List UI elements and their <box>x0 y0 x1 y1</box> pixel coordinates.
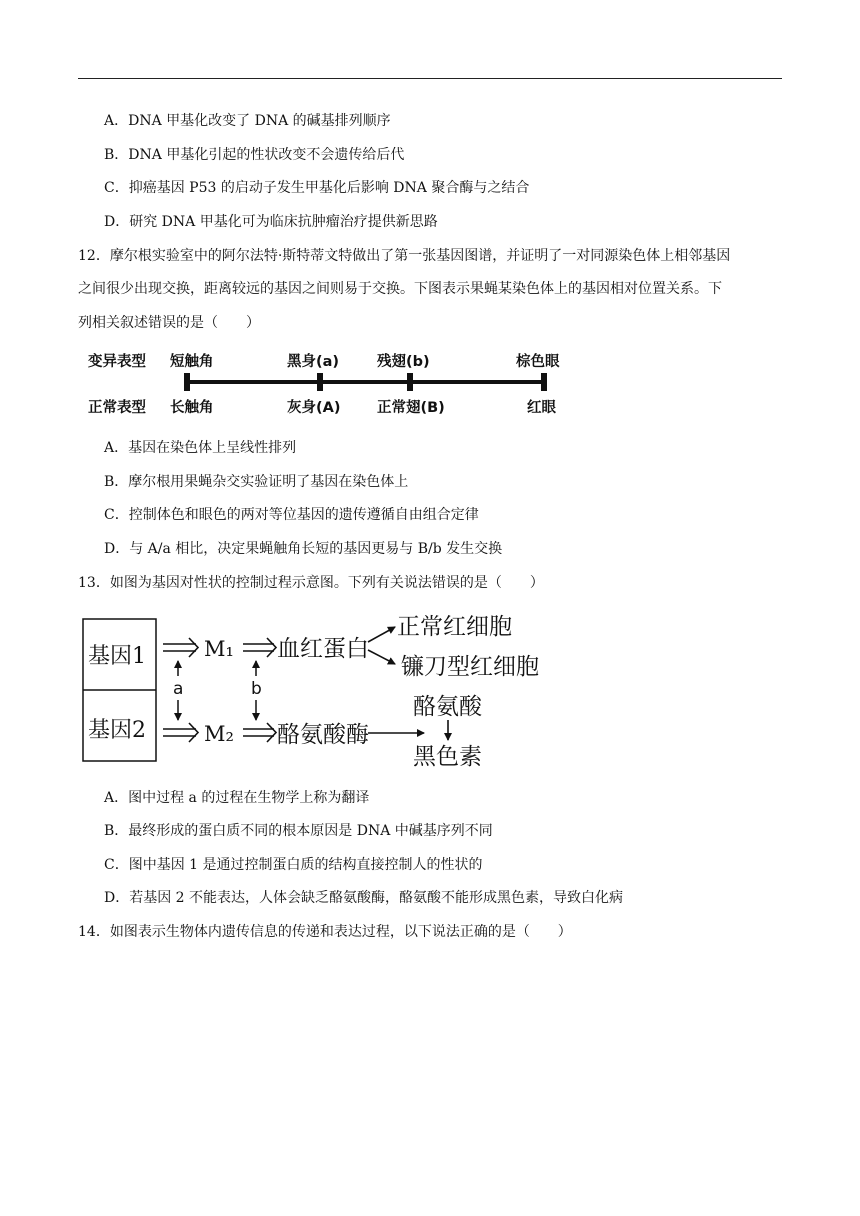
q11-option-c: C．抑癌基因 P53 的启动子发生甲基化后影响 DNA 聚合酶与之结合 <box>104 180 530 196</box>
label-a: a <box>173 679 184 699</box>
q12-stem-line-1: 12．摩尔根实验室中的阿尔法特·斯特蒂文特做出了第一张基因图谱，并证明了一对同源染色体上相邻基因 <box>78 248 731 264</box>
hemoglobin-label: 血红蛋白 <box>277 636 369 662</box>
gene-bottom-1: 长触角 <box>170 400 214 416</box>
row-label-normal: 正常表型 <box>88 400 146 416</box>
row-label-variant: 变异表型 <box>88 354 146 370</box>
q13-option-b: B．最终形成的蛋白质不同的根本原因是 DNA 中碱基序列不同 <box>104 823 493 839</box>
double-arrow-icon <box>163 723 198 742</box>
gene-top-2: 黑身(a) <box>287 354 340 370</box>
gene-bottom-3: 正常翅(B) <box>377 400 445 416</box>
q11-option-a: A．DNA 甲基化改变了 DNA 的碱基排列顺序 <box>104 113 391 129</box>
q11-option-b: B．DNA 甲基化引起的性状改变不会遗传给后代 <box>104 147 405 163</box>
arrow-to-normal-cell <box>368 627 395 642</box>
normal-rbc-label: 正常红细胞 <box>397 614 512 640</box>
gene-top-3: 残翅(b) <box>377 354 430 370</box>
q12-option-a: A．基因在染色体上呈线性排列 <box>104 440 297 456</box>
q11-option-d: D．研究 DNA 甲基化可为临床抗肿瘤治疗提供新思路 <box>104 214 438 230</box>
q12-option-b: B．摩尔根用果蝇杂交实验证明了基因在染色体上 <box>104 474 409 490</box>
m2-label: M₂ <box>204 722 234 746</box>
melanin-label: 黑色素 <box>413 744 482 770</box>
q12-stem-line-2: 之间很少出现交换，距离较远的基因之间则易于交换。下图表示果蝇某染色体上的基因相对位置关系。下 <box>78 281 722 297</box>
tyrosinase-label: 酪氨酸酶 <box>277 722 369 748</box>
gene-bottom-2: 灰身(A) <box>287 400 341 416</box>
q13-option-d: D．若基因 2 不能表达，人体会缺乏酪氨酸酶，酪氨酸不能形成黑色素，导致白化病 <box>104 890 624 906</box>
q13-option-c: C．图中基因 1 是通过控制蛋白质的结构直接控制人的性状的 <box>104 857 483 873</box>
double-arrow-icon <box>243 638 276 657</box>
gene1-label: 基因1 <box>88 644 146 669</box>
sickle-rbc-label: 镰刀型红细胞 <box>401 654 539 680</box>
q12-option-c: C．控制体色和眼色的两对等位基因的遗传遵循自由组合定律 <box>104 507 479 523</box>
gene-top-1: 短触角 <box>170 354 214 370</box>
gene-top-4: 棕色眼 <box>516 354 560 370</box>
q13-stem: 13．如图为基因对性状的控制过程示意图。下列有关说法错误的是（ ） <box>78 575 544 591</box>
q12-option-d: D．与 A/a 相比，决定果蝇触角长短的基因更易与 B/b 发生交换 <box>104 541 503 557</box>
double-arrow-icon <box>163 638 198 657</box>
tyrosine-label: 酪氨酸 <box>413 694 482 720</box>
q14-stem: 14．如图表示生物体内遗传信息的传递和表达过程，以下说法正确的是（ ） <box>78 924 572 940</box>
q13-option-a: A．图中过程 a 的过程在生物学上称为翻译 <box>104 790 370 806</box>
double-arrow-icon <box>243 723 276 742</box>
gene-bottom-4: 红眼 <box>527 400 556 416</box>
gene2-label: 基因2 <box>88 718 146 743</box>
arrow-to-sickle-cell <box>368 650 395 664</box>
q12-stem-line-3: 列相关叙述错误的是（ ） <box>78 315 260 331</box>
m1-label: M₁ <box>204 637 234 661</box>
label-b: b <box>251 679 262 699</box>
